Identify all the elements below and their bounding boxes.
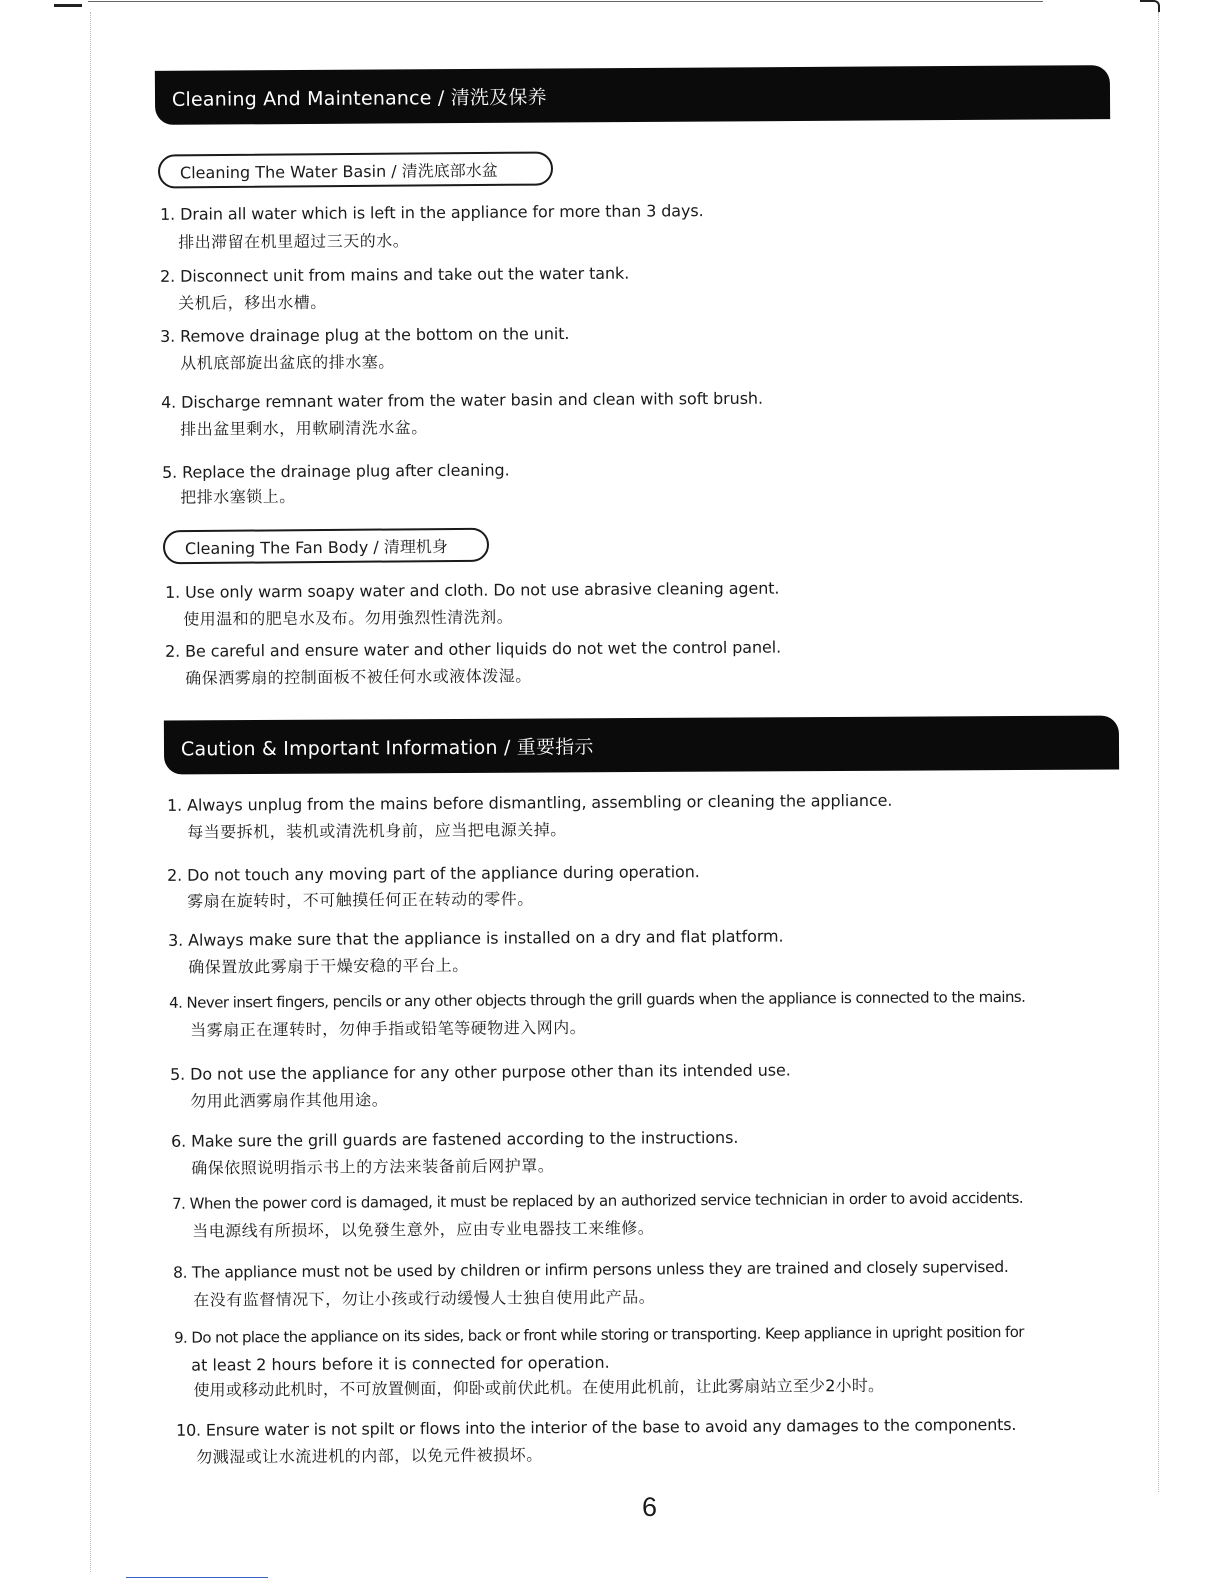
instruction-zh: 使用或移动此机时，不可放置侧面，仰卧或前伏此机。在使用此机前，让此雾扇站立至少2小时。 (193, 1375, 885, 1400)
instruction-en: 1. Drain all water which is left in the appliance for more than 3 days. (159, 201, 704, 224)
subsection-pill-water-basin (158, 151, 553, 188)
instruction-en: 2. Disconnect unit from mains and take out the water tank. (159, 263, 630, 286)
section-title: Caution & Important Information / 重要指示 (180, 735, 594, 760)
instruction-en: 1. Always unplug from the mains before dismantling, assembling or cleaning the appliance. (166, 790, 893, 815)
scan-bottom-line (126, 1577, 268, 1578)
instruction-zh: 排出盆里剩水，用軟刷清洗水盆。 (180, 418, 428, 439)
instruction-zh: 使用温和的肥皂水及布。勿用強烈性清洗剂。 (183, 607, 514, 629)
scan-right-margin-marks (1158, 12, 1161, 1492)
instruction-zh: 确保洒雾扇的控制面板不被任何水或液体泼湿。 (185, 666, 532, 688)
section-title: Cleaning And Maintenance / 清洗及保养 (171, 86, 547, 111)
instruction-zh: 关机后，移出水槽。 (178, 292, 327, 313)
instruction-zh: 当电源线有所损坏，以免發生意外，应由专业电器技工来维修。 (192, 1218, 655, 1241)
instruction-zh: 勿溅湿或让水流进机的内部，以免元件被损坏。 (196, 1445, 543, 1467)
instruction-en: 3. Remove drainage plug at the bottom on the unit. (159, 324, 570, 346)
instruction-zh: 排出滞留在机里超过三天的水。 (178, 231, 410, 252)
instruction-en: 2. Do not touch any moving part of the appliance during operation. (166, 862, 700, 885)
instruction-en: 5. Do not use the appliance for any other purpose other than its intended use. (169, 1060, 791, 1084)
section-banner-caution (164, 716, 1119, 775)
scan-top-rule (88, 1, 1043, 2)
instruction-en-continued: at least 2 hours before it is connected for operation. (191, 1352, 610, 1375)
instruction-zh: 每当要拆机，装机或清洗机身前，应当把电源关掉。 (187, 820, 567, 842)
subsection-pill-fan-body (163, 528, 489, 565)
scan-corner-mark-left (54, 4, 82, 7)
scan-left-margin-marks (90, 12, 93, 1572)
instruction-en: 4. Never insert fingers, pencils or any other objects through the grill guards when the appliance is connected to the mains. (168, 987, 1026, 1012)
instruction-zh: 从机底部旋出盆底的排水塞。 (180, 352, 395, 373)
subsection-title: Cleaning The Fan Body / 清理机身 (184, 536, 448, 558)
instruction-en: 6. Make sure the grill guards are fastened according to the instructions. (170, 1127, 739, 1151)
instruction-en: 1. Use only warm soapy water and cloth. Do not use abrasive cleaning agent. (164, 578, 780, 602)
section-banner-cleaning-maintenance (155, 65, 1110, 125)
instruction-zh: 确保置放此雾扇于干燥安稳的平台上。 (188, 955, 469, 977)
instruction-en: 10. Ensure water is not spilt or flows into the interior of the base to avoid any damages to the components. (175, 1414, 1017, 1440)
instruction-en: 5. Replace the drainage plug after cleaning. (161, 460, 510, 482)
instruction-zh: 当雾扇正在運转时，勿伸手指或铅笔等硬物进入网内。 (190, 1017, 587, 1040)
instruction-en: 8. The appliance must not be used by children or infirm persons unless they are trained and closely supervised. (172, 1257, 1009, 1282)
instruction-zh: 在没有监督情况下，勿让小孩或行动缓慢人士独自使用此产品。 (193, 1287, 656, 1310)
page-number: 6 (642, 1492, 658, 1522)
instruction-en: 7. When the power cord is damaged, it must be replaced by an authorized service technician in order to avoid accidents. (171, 1188, 1024, 1213)
instruction-zh: 勿用此洒雾扇作其他用途。 (190, 1090, 389, 1111)
instruction-en: 2. Be careful and ensure water and other liquids do not wet the control panel. (164, 637, 782, 661)
instruction-en: 3. Always make sure that the appliance is installed on a dry and flat platform. (167, 926, 784, 950)
instruction-zh: 确保依照说明指示书上的方法来装备前后网护罩。 (191, 1156, 555, 1178)
instruction-zh: 雾扇在旋转时，不可触摸任何正在转动的零件。 (187, 889, 534, 911)
instruction-en: 9. Do not place the appliance on its sides, back or front while storing or transporting. Keep appliance in upright position for (173, 1322, 1024, 1347)
scan-corner-mark-right (1140, 0, 1160, 12)
subsection-title: Cleaning The Water Basin / 清洗底部水盆 (179, 160, 498, 182)
instruction-en: 4. Discharge remnant water from the water basin and clean with soft brush. (160, 388, 763, 412)
instruction-zh: 把排水塞锁上。 (180, 486, 296, 507)
